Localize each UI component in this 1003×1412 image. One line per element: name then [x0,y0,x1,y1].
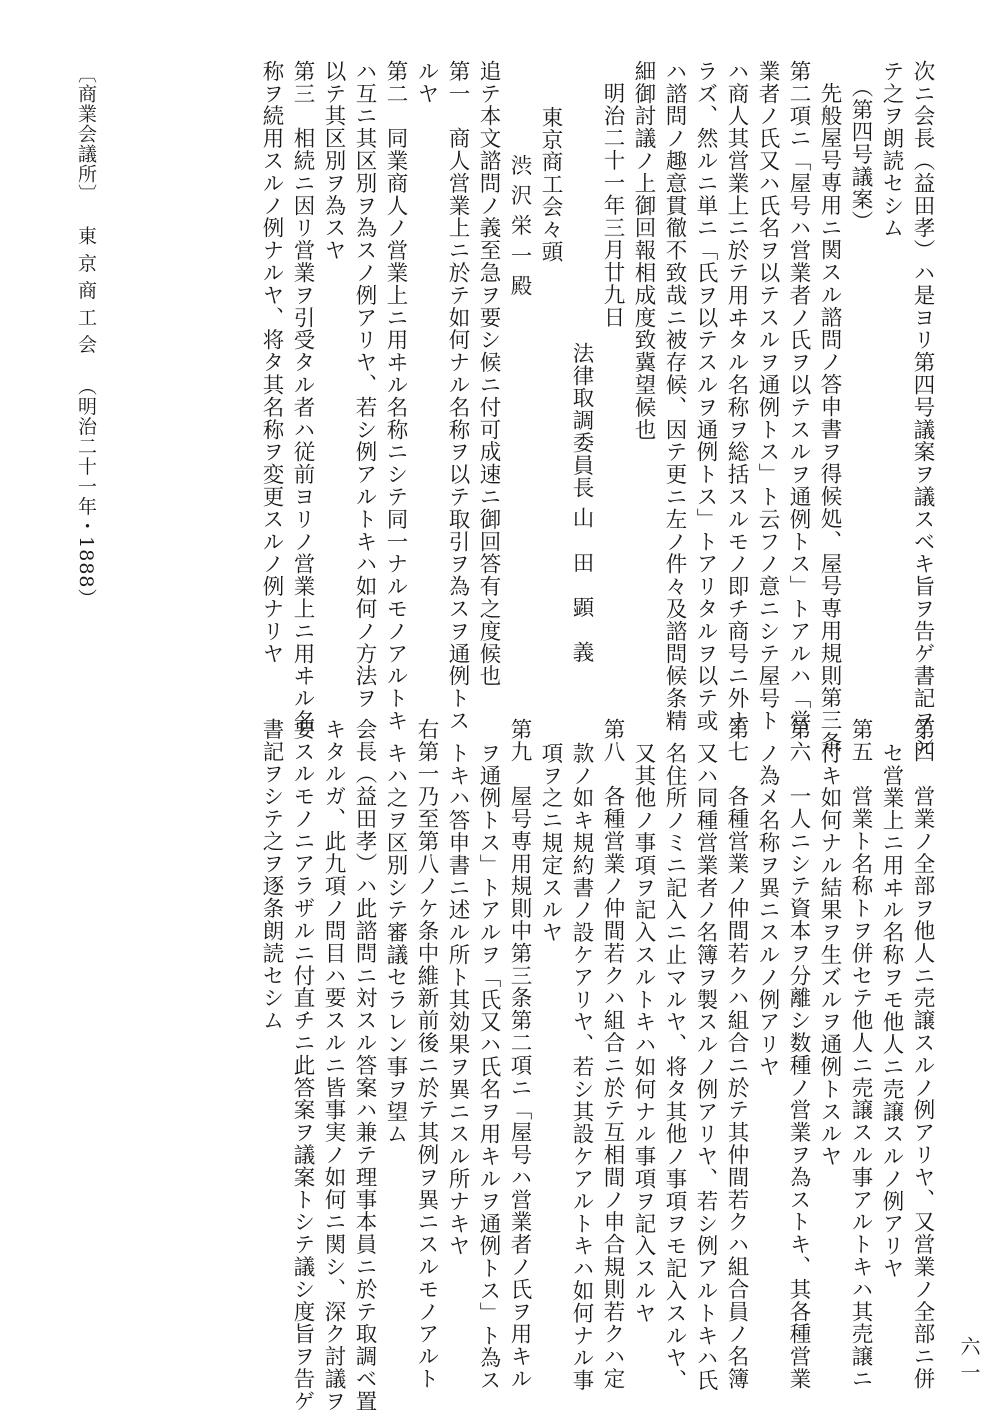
text-column: 又其他ノ事項ヲ記入スルトキハ如何ナル事項ヲ記入スルヤ [631,742,656,1325]
addressee-name: 渋 沢 栄 一 殿 [507,154,532,297]
question-item: 第六 一人ニシテ資本ヲ分離シ数種ノ営業ヲ為ストキ、其各種営業 [786,718,811,1390]
running-head-era: （明治二十一年・1888） [75,376,97,609]
question-item: 第四 営業ノ全部ヲ他人ニ売譲スルノ例アリヤ、又営業ノ全部ニ併 [910,718,935,1390]
signatory-line: 法律取調委員長 山 田 顕 義 [569,342,594,664]
running-head [70,64,101,609]
agenda-heading: （第四号議案） [848,76,873,233]
text-column: ノ為メ名称ヲ異ニスルノ例アリヤ [755,742,780,1078]
question-item: 第二 同業商人ノ営業上ニ用ヰル名称ニシテ同一ナルモノアルトキ [383,60,408,732]
text-column: 款ノ如キ規約書ノ設ケアリヤ、若シ其設ケアルトキハ如何ナル事 [569,742,594,1392]
question-item: 第八 各種営業ノ仲間若クハ組合ニ於テ互相間ノ申合規則若クハ定 [600,718,625,1390]
text-column: 細御討議ノ上御回報相成度致冀望候也 [631,60,656,441]
page-number: 六一 [957,1336,981,1388]
question-item: 第七 各種営業ノ仲間若クハ組合ニ於テ其仲間若クハ組合員ノ名簿 [724,718,749,1390]
running-head-source: 〔商業会議所〕 [75,64,97,204]
text-column: 名住所ノミニ記入ニ止マルヤ、将タ其他ノ事項ヲモ記入スルヤ、 [662,742,687,1392]
text-column: キハ之ヲ区別シテ審議セラレン事ヲ望ム [383,742,408,1146]
text-column: セ営業上ニ用ヰル名称ヲモ他人ニ売譲スルノ例アリヤ [879,742,904,1280]
text-column: ルヤ [414,60,439,105]
text-column: 要スルモノニアラザルニ付直チニ此答案ヲ議案トシテ議シ度旨ヲ告ゲ [290,718,315,1412]
text-column: 以テ其区別ヲ為スヤ [321,60,346,262]
text-column: ハ諮問ノ趣意貫徹不致哉ニ被存候、因テ更ニ左ノ件々及諮問候条精 [662,60,687,732]
text-column: 追テ本文諮問ノ義至急ヲ要シ候ニ付可成速ニ御回答有之度候也 [476,60,501,688]
question-item: 第一 商人営業上ニ於テ如何ナル名称ヲ以テ取引ヲ為スヲ通例トス [445,60,470,732]
text-column: 先般屋号専用ニ関スル諮問ノ答申書ヲ得候処、屋号専用規則第三条 [817,82,842,754]
text-column: 項ヲ之ニ規定スルヤ [538,742,563,944]
text-column: トキハ答申書ニ述ル所ト其効果ヲ異ニスル所ナキヤ [445,742,470,1258]
question-item: 第九 屋号専用規則中第三条第二項ニ「屋号ハ営業者ノ氏ヲ用キル [507,718,532,1390]
text-column: 又ハ同種営業者ノ名簿ヲ製スルノ例アリヤ、若シ例アルトキハ氏 [693,742,718,1392]
text-column: 次ニ会長（益田孝）ハ是ヨリ第四号議案ヲ議スベキ旨ヲ告ゲ書記ヲシ [910,60,935,755]
text-column: キタルガ、此九項ノ問目ハ要スルニ皆事実ノ如何ニ関シ、深ク討議ヲ [321,718,346,1412]
addressee-org: 東京商工会々頭 [538,106,563,263]
text-column: 称ヲ続用スルノ例ナルヤ、将タ其名称ヲ変更スルノ例ナリヤ [259,60,284,665]
question-item: 第五 営業ト名称トヲ併セテ他人ニ売譲スル事アルトキハ其売譲ニ [848,718,873,1390]
text-column: 会長（益田孝）ハ此諮問ニ対スル答案ハ兼テ理事本員ニ於テ取調ベ置 [352,718,377,1412]
text-column: 第二項ニ「屋号ハ営業者ノ氏ヲ以テスルヲ通例トス」トアルハ「営 [786,60,811,732]
text-column: ハ商人其営業上ニ於テ用ヰタル名称ヲ総括スルモノ即チ商号ニ外ナ [724,60,749,732]
text-column: 業者ノ氏又ハ氏名ヲ以テスルヲ通例トス」ト云フノ意ニシテ屋号ト [755,60,780,732]
text-column: ヲ通例トス」トアルヲ「氏又ハ氏名ヲ用キルヲ通例トス」ト為ス [476,742,501,1392]
running-head-org: 東 京 商 工 会 [75,226,97,355]
text-column: 書記ヲシテ之ヲ逐条朗読セシム [259,718,284,1032]
text-column: 付キ如何ナル結果ヲ生ズルヲ通例トスルヤ [817,742,842,1168]
text-column: ラズ、然ルニ単ニ「氏ヲ以テスルヲ通例トス」トアリタルヲ以テ或 [693,60,718,732]
text-column: テ之ヲ朗読セシム [879,60,904,240]
text-column: ハ互ニ其区別ヲ為スノ例アリヤ、若シ例アルトキハ如何ノ方法ヲ [352,60,377,710]
text-column: 右第一乃至第八ノケ条中維新前後ニ於テ其例ヲ異ニスルモノアルト [414,718,439,1390]
question-item: 第三 相続ニ因リ営業ヲ引受タル者ハ従前ヨリノ営業上ニ用ヰル名 [290,60,315,732]
date-line: 明治二十一年三月廿九日 [600,82,625,329]
